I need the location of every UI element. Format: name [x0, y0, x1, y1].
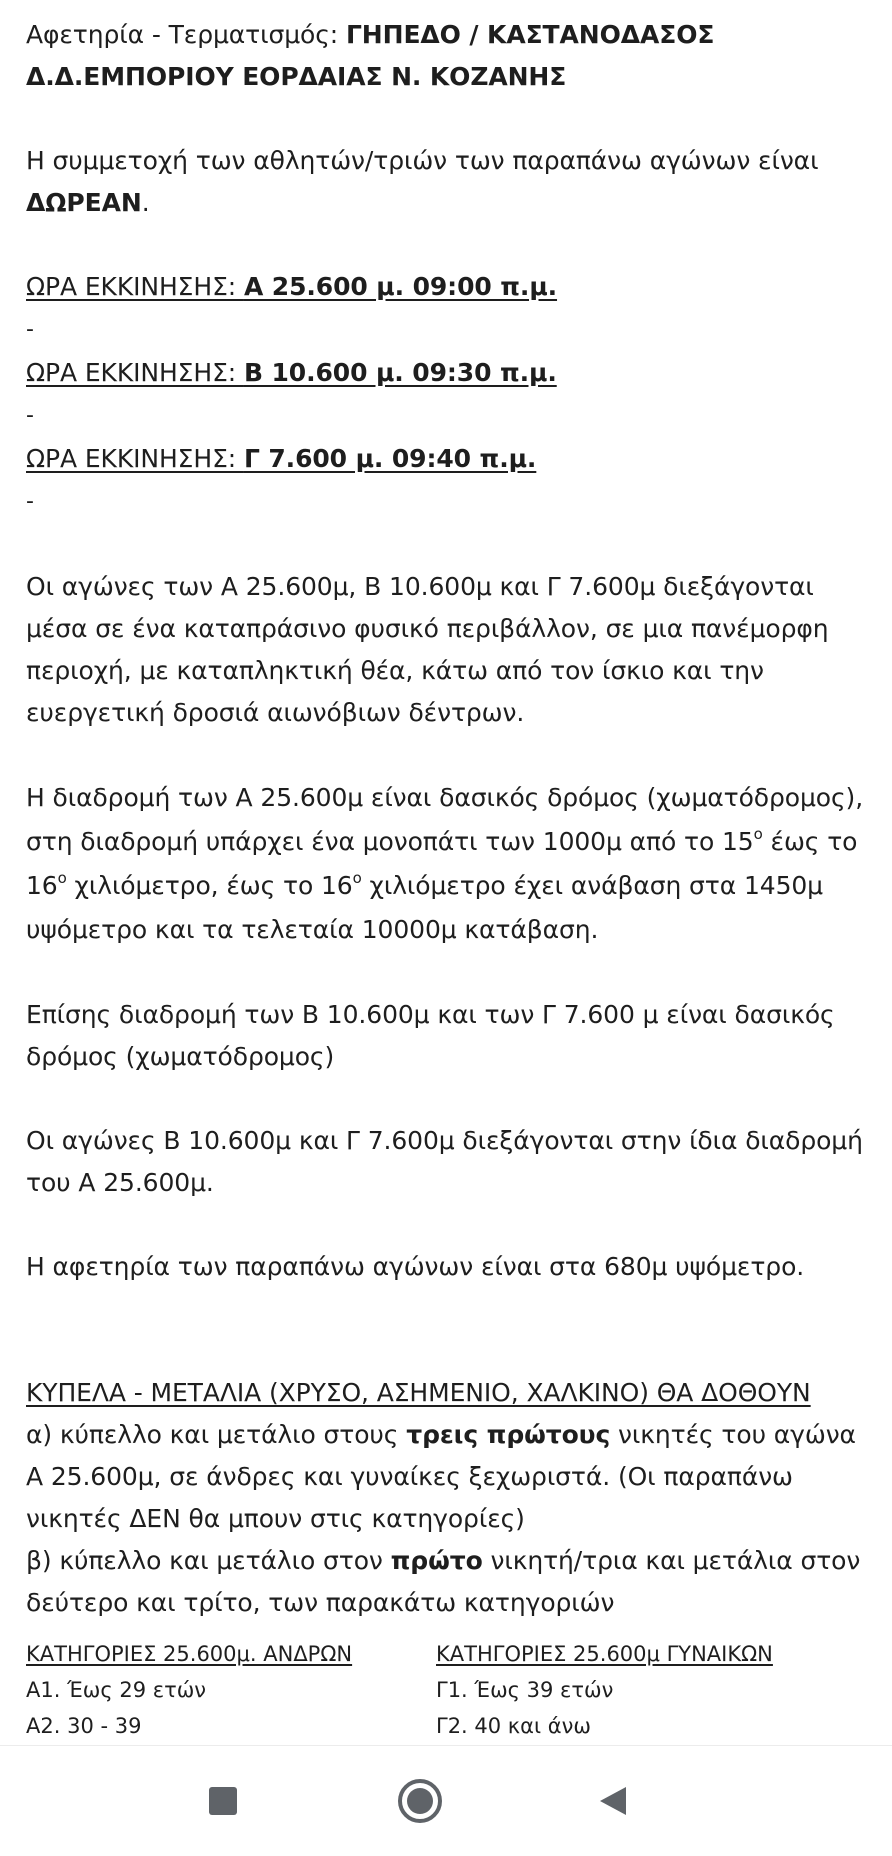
start-time-b: ΩΡΑ ΕΚΚΙΝΗΣΗΣ: Β 10.600 μ. 09:30 π.μ. — [26, 358, 557, 387]
participation-text: Η συμμετοχή των αθλητών/τριών των παραπάνω αγώνων είναι ΔΩΡΕΑΝ. — [26, 146, 819, 217]
paragraph-altitude: Η αφετηρία των παραπάνω αγώνων είναι στα 680μ υψόμετρο. — [26, 1252, 805, 1281]
paragraph-same-route: Οι αγώνες Β 10.600μ και Γ 7.600μ διεξάγονται στην ίδια διαδρομή του Α 25.600μ. — [26, 1126, 863, 1197]
paragraph-route-a: Η διαδρομή των Α 25.600μ είναι δασικός δρόμος (χωματόδρομος), στη διαδρομή υπάρχει ένα μονοπάτι των 1000μ από το $15^o$ έως το $16^o$ χιλιόμετρο, έως το $16^o$ χιλιόμετρο έχει ανάβαση στα 1450μ υψόμετρο και τα τελεταία 10000μ κατάβαση. — [26, 783, 864, 944]
categories-table — [26, 1636, 876, 1744]
start-time-a: ΩΡΑ ΕΚΚΙΝΗΣΗΣ: Α 25.600 μ. 09:00 π.μ. — [26, 272, 558, 301]
women-categories — [436, 1636, 846, 1744]
women-categories-heading: ΚΑΤΗΓΟΡΙΕΣ 25.600μ ΓΥΝΑΙΚΩΝ — [436, 1642, 773, 1666]
list-item: Α1. Έως 29 ετών — [26, 1678, 207, 1702]
list-item: Α2. 30 - 39 — [26, 1714, 142, 1738]
men-categories — [26, 1636, 436, 1744]
start-finish-line: Αφετηρία - Τερματισμός: ΓΗΠΕΔΟ / ΚΑΣΤΑΝΟΔΑΣΟΣ Δ.Δ.ΕΜΠΟΡΙΟΥ ΕΟΡΔΑΙΑΣ Ν. ΚΟΖΑΝΗΣ — [26, 20, 715, 91]
list-item: Γ2. 40 και άνω — [436, 1714, 591, 1738]
home-circle-icon — [397, 1778, 443, 1824]
back-button[interactable] — [568, 1746, 658, 1856]
paragraph-environment: Οι αγώνες των Α 25.600μ, Β 10.600μ και Γ 7.600μ διεξάγονται μέσα σε ένα καταπράσινο φυσικό περιβάλλον, σε μια πανέμορφη περιοχή, με καταπληκτική θέα, κάτω από τον ίσκιο και την ευεργετική δροσιά αιωνόβιων δέντρων. — [26, 572, 829, 727]
awards-b: β) κύπελλο και μετάλιο στον πρώτο νικητή/τρια και μετάλια στον δεύτερο και τρίτο, των παρακάτω κατηγοριών — [26, 1546, 861, 1617]
back-triangle-icon — [598, 1785, 628, 1817]
article-content — [26, 14, 876, 1624]
system-navigation-bar — [0, 1745, 892, 1856]
recents-button[interactable] — [178, 1746, 268, 1856]
men-categories-heading: ΚΑΤΗΓΟΡΙΕΣ 25.600μ. ΑΝΔΡΩΝ — [26, 1642, 353, 1666]
spacer-dash: - — [26, 317, 34, 342]
paragraph-route-bc: Επίσης διαδρομή των Β 10.600μ και των Γ 7.600 μ είναι δασικός δρόμος (χωματόδρομος) — [26, 1000, 835, 1071]
home-button[interactable] — [375, 1746, 465, 1856]
awards-heading: ΚΥΠΕΛΑ - ΜΕΤΑΛΙΑ (ΧΡΥΣΟ, ΑΣΗΜΕΝΙΟ, ΧΑΛΚΙΝΟ) ΘΑ ΔΟΘΟΥΝ — [26, 1378, 811, 1407]
spacer-dash: - — [26, 489, 34, 514]
start-time-c: ΩΡΑ ΕΚΚΙΝΗΣΗΣ: Γ 7.600 μ. 09:40 π.μ. — [26, 444, 537, 473]
list-item: Γ1. Έως 39 ετών — [436, 1678, 614, 1702]
awards-a: α) κύπελλο και μετάλιο στους τρεις πρώτους νικητές του αγώνα Α 25.600μ, σε άνδρες και γυναίκες ξεχωριστά. (Οι παραπάνω νικητές ΔΕΝ θα μπουν στις κατηγορίες) — [26, 1420, 856, 1533]
recents-square-icon — [208, 1786, 238, 1816]
spacer-dash: - — [26, 403, 34, 428]
